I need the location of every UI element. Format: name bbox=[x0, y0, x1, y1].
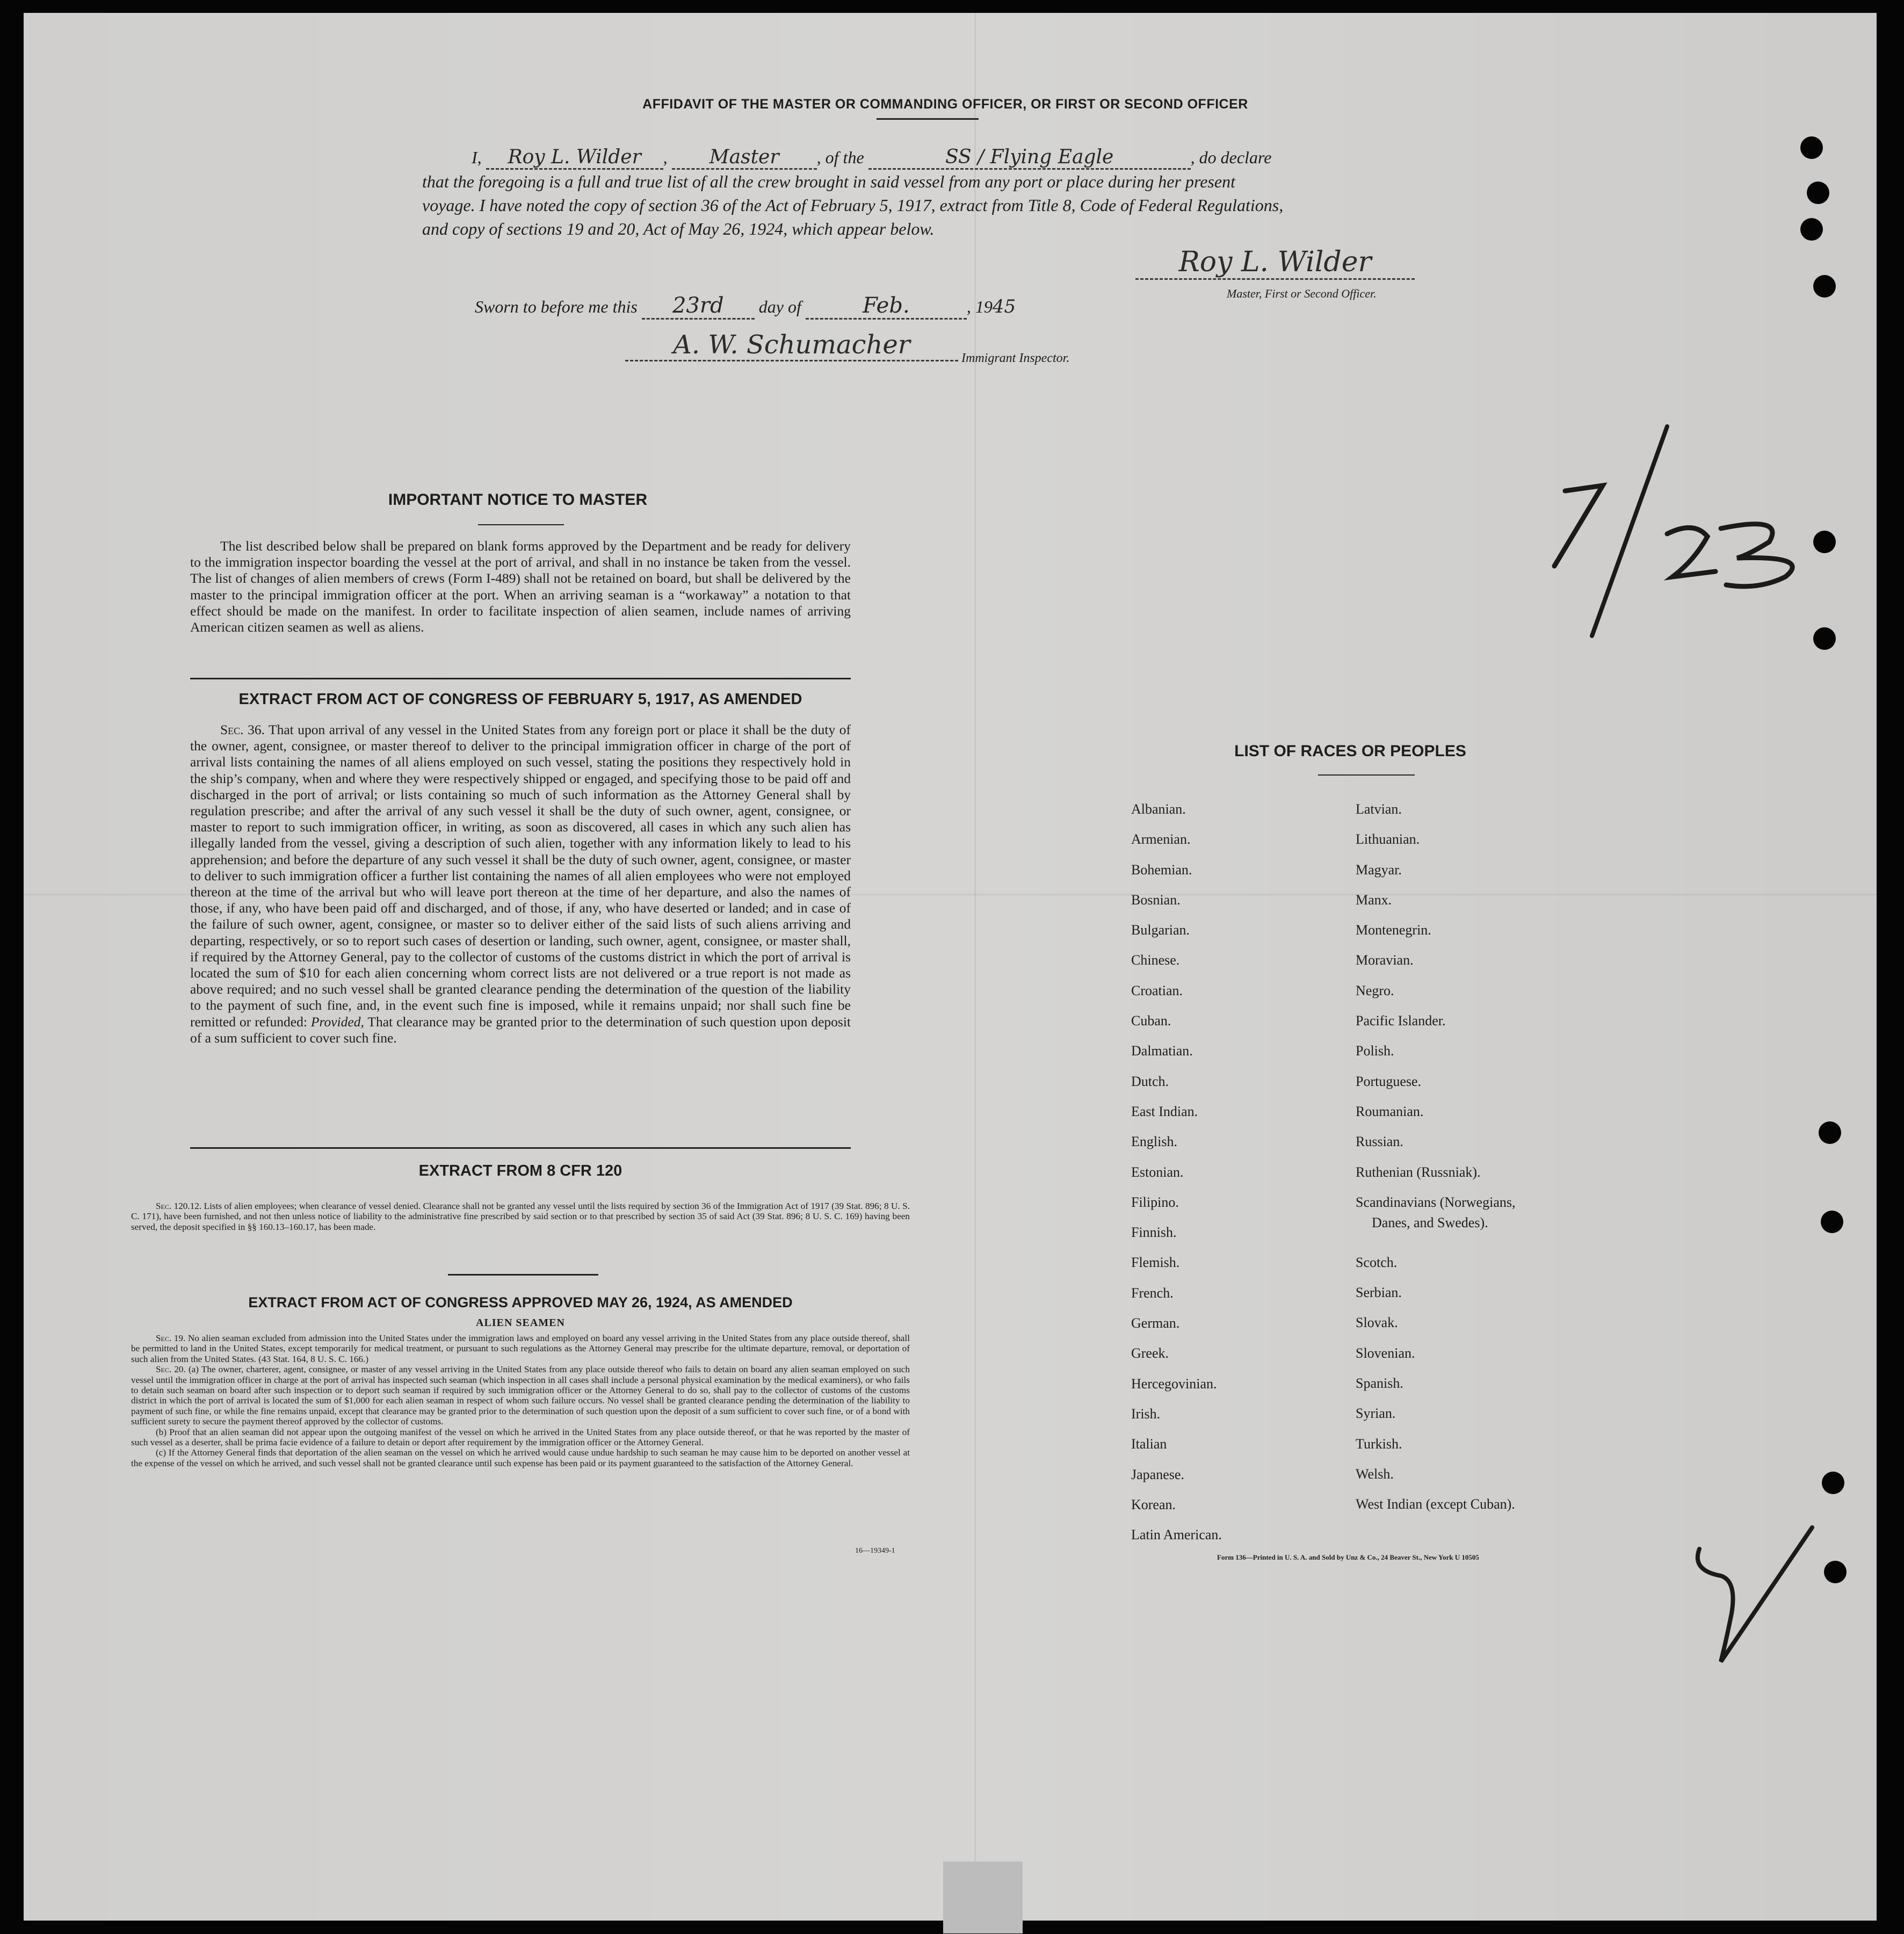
affidavit-line-1: I, Roy L. Wilder , Master , of the SS / Flying Eagle , do declare bbox=[472, 146, 1271, 170]
punch-hole bbox=[1813, 531, 1836, 553]
punch-hole bbox=[1800, 218, 1823, 241]
race-item: Slovak. bbox=[1356, 1315, 1398, 1331]
rank-field: Master bbox=[672, 146, 817, 170]
punch-hole bbox=[1807, 182, 1829, 204]
race-item: Welsh. bbox=[1356, 1466, 1394, 1482]
master-name-field: Roy L. Wilder bbox=[486, 146, 663, 170]
race-item: Ruthenian (Russniak). bbox=[1356, 1164, 1481, 1180]
master-signature: Roy L. Wilder bbox=[1135, 246, 1415, 280]
section-rule-cfr bbox=[190, 1147, 851, 1149]
extract-1917-title: EXTRACT FROM ACT OF CONGRESS OF FEBRUARY 5, 1917, AS AMENDED bbox=[238, 691, 802, 708]
affidavit-line-4: and copy of sections 19 and 20, Act of May 26, 1924, which appear below. bbox=[422, 219, 935, 238]
punch-hole bbox=[1822, 1472, 1844, 1494]
race-item: Russian. bbox=[1356, 1134, 1403, 1150]
extract-1924-body: Sec. 19. No alien seaman excluded from admission into the United States under the immigration laws and employed on board any vessel arriving in the United States from any place outside thereof, shall be permitted to land in the United States, except temporarily for medical treatment, or pursuant to such regulations as the Attorney General may prescribe for the ultimate departure, removal, or deportation of such alien from the United States. (43 Stat. 164, 8 U. S. C. 166.) Sec. 20. (a) The owner, charterer, agent, consignee, or master of any vessel arriving in the United States from any place outside thereof who fails to detain on board any alien seaman employed on such vessel until the immigration officer in charge at the port of arrival has inspected such seaman (which inspection in all cases shall include a personal physical examination by the medical examiners), or who fails to detain such seaman on board after such inspection or to deport such seaman if required by such immigration officer or the Attorney General to do so, shall pay to the collector of customs of the customs district in which the port of arrival is located the sum of $1,000 for each alien seaman in respect of whom such failure occurs. No vessel shall be granted clearance pending the determination of the liability to payment of such fine, or while the fine remains unpaid, except that clearance may be granted prior to the determination of such question upon the deposit of a sum sufficient to cover such fine, or of a bond with sufficient surety to secure the payment thereof approved by the collector of customs. (b) Proof that an alien seaman did not appear upon the outgoing manifest of the vessel on which he arrived in the United States from any place outside thereof, or that he was reported by the master of such vessel as a deserter, shall be prima facie evidence of a failure to detain or deport after requirement by the immigration officer or the Attorney General. (c) If the Attorney General finds that deportation of the alien seaman on the vessel on which he arrived would cause undue hardship to such seaman he may cause him to be deported on another vessel at the expense of the vessel on which he arrived, and such vessel shall not be granted clearance until such expense has been paid or its payment guaranteed to the satisfaction of the Attorney General. bbox=[131, 1333, 910, 1468]
race-item: Moravian. bbox=[1356, 952, 1414, 968]
race-item: Polish. bbox=[1356, 1043, 1394, 1059]
form-printer-note: Form 136—Printed in U. S. A. and Sold by Unz & Co., 24 Beaver St., New York U 10505 bbox=[1217, 1553, 1479, 1561]
inspector-caption: Immigrant Inspector. bbox=[961, 351, 1070, 365]
races-rule bbox=[1318, 774, 1415, 776]
sworn-line: Sworn to before me this 23rd day of Feb. , 1945 bbox=[475, 293, 1016, 320]
race-item: Slovenian. bbox=[1356, 1345, 1415, 1361]
race-item: Bohemian. bbox=[1131, 861, 1192, 878]
race-item: Dutch. bbox=[1131, 1073, 1169, 1089]
race-item: Croatian. bbox=[1131, 982, 1183, 998]
race-item: Bosnian. bbox=[1131, 892, 1181, 908]
race-item: Estonian. bbox=[1131, 1164, 1184, 1180]
form-code: 16—19349-1 bbox=[855, 1547, 895, 1555]
race-item: German. bbox=[1131, 1315, 1180, 1331]
race-item: Armenian. bbox=[1131, 831, 1191, 848]
race-item: Flemish. bbox=[1131, 1255, 1180, 1271]
race-item: Montenegrin. bbox=[1356, 922, 1431, 938]
race-item: Bulgarian. bbox=[1131, 922, 1190, 938]
fraction-annotation bbox=[1533, 421, 1834, 647]
section-rule-1924 bbox=[448, 1274, 598, 1276]
race-item: Turkish. bbox=[1356, 1436, 1402, 1452]
race-item: Portuguese. bbox=[1356, 1073, 1422, 1089]
punch-hole bbox=[1821, 1211, 1843, 1233]
cfr-body: Sec. 120.12. Lists of alien employees; when clearance of vessel denied. Clearance shall not be granted any vessel until the lists required by section 36 of the Immigration Act of 1917 (39 Stat. 896; 8 U. S. C. 171), have been furnished, and not then unless notice of liability to the administrative fine prescribed by said section or to that prescribed by section 35 of said Act (39 Stat. 896; 8 U. S. C. 169) having been served, the deposit specified in §§ 160.13–160.17, has been made. bbox=[131, 1201, 910, 1232]
punch-hole bbox=[1813, 627, 1836, 650]
races-right-column bbox=[1356, 801, 1515, 1527]
race-item: Syrian. bbox=[1356, 1406, 1396, 1422]
race-item: Latin American. bbox=[1131, 1527, 1222, 1543]
races-title: LIST OF RACES OR PEOPLES bbox=[1234, 742, 1466, 760]
punch-hole bbox=[1819, 1121, 1841, 1144]
notice-title: IMPORTANT NOTICE TO MASTER bbox=[388, 491, 648, 509]
race-item: Pacific Islander. bbox=[1356, 1013, 1446, 1029]
race-item: English. bbox=[1131, 1134, 1177, 1150]
race-item: Danes, and Swedes). bbox=[1372, 1214, 1488, 1230]
inspector-signature: A. W. Schumacher bbox=[625, 330, 958, 361]
race-item: Albanian. bbox=[1131, 801, 1186, 817]
race-item: Finnish. bbox=[1131, 1225, 1177, 1241]
race-item: Roumanian. bbox=[1356, 1103, 1424, 1119]
race-item: East Indian. bbox=[1131, 1103, 1198, 1119]
races-left-column bbox=[1131, 801, 1222, 1557]
vessel-name-field: SS / Flying Eagle bbox=[868, 146, 1191, 170]
title-rule bbox=[877, 118, 979, 120]
race-item: Scotch. bbox=[1356, 1254, 1398, 1270]
document-page bbox=[24, 13, 1877, 1921]
notice-rule bbox=[478, 524, 564, 525]
race-item: Japanese. bbox=[1131, 1466, 1184, 1482]
race-item: Negro. bbox=[1356, 982, 1394, 998]
affidavit-line-3: voyage. I have noted the copy of section 36 of the Act of February 5, 1917, extract from Title 8, Code of Federal Regulations, bbox=[422, 195, 1284, 215]
race-item: Cuban. bbox=[1131, 1013, 1171, 1029]
binding-tab bbox=[943, 1861, 1023, 1933]
section-rule-1917 bbox=[190, 678, 851, 679]
race-item: Italian bbox=[1131, 1436, 1167, 1452]
race-item: Irish. bbox=[1131, 1406, 1161, 1422]
check-mark-annotation bbox=[1689, 1506, 1850, 1678]
race-item: Filipino. bbox=[1131, 1194, 1179, 1210]
race-item: West Indian (except Cuban). bbox=[1356, 1496, 1515, 1512]
punch-hole bbox=[1800, 136, 1823, 159]
affidavit-line-2: that the foregoing is a full and true list of all the crew brought in said vessel from any port or place during her present bbox=[422, 172, 1235, 191]
race-item: French. bbox=[1131, 1285, 1174, 1301]
punch-hole bbox=[1813, 275, 1836, 298]
sworn-month-field: Feb. bbox=[806, 293, 967, 320]
extract-1924-title: EXTRACT FROM ACT OF CONGRESS APPROVED MAY 26, 1924, AS AMENDED bbox=[248, 1294, 793, 1310]
race-item: Latvian. bbox=[1356, 801, 1402, 817]
race-item: Chinese. bbox=[1131, 952, 1180, 968]
race-item: Korean. bbox=[1131, 1496, 1176, 1512]
master-caption: Master, First or Second Officer. bbox=[1227, 287, 1377, 300]
race-item: Scandinavians (Norwegians, bbox=[1356, 1194, 1516, 1210]
race-item: Spanish. bbox=[1356, 1375, 1403, 1392]
notice-body: The list described below shall be prepared on blank forms approved by the Department and be ready for delivery to the immigration inspector boarding the vessel at the port of arrival, and shall in no instance be taken from the vessel. The list of changes of alien members of crews (Form I-489) shall not be retained on board, but shall be delivered by the master to the principal immigration officer at the port. When an arriving seaman is a “workaway” a notation to that effect should be made on the manifest. In order to facilitate inspection of alien seamen, include names of arriving American citizen seamen as well as aliens. bbox=[190, 538, 851, 635]
race-item: Greek. bbox=[1131, 1345, 1169, 1361]
sworn-day-field: 23rd bbox=[642, 293, 755, 320]
race-item: Dalmatian. bbox=[1131, 1043, 1193, 1059]
sworn-year-field: 45 bbox=[992, 296, 1016, 317]
extract-1917-body: Sec. 36. That upon arrival of any vessel in the United States from any foreign port or place it shall be the duty of the owner, agent, consignee, or master thereof to deliver to the principal immigration officer in charge of the port of arrival lists containing the names of all aliens employed on such vessel, stating the positions they respectively hold in the ship’s company, when and where they were respectively shipped or engaged, and specifying those to be paid off and discharged in the port of arrival; or lists containing so much of such information as the Attorney General shall by regulation prescribe; and after the arrival of any such vessel it shall be the duty of such owner, agent, consignee, or master to report to such immigration officer, in writing, as soon as discovered, all cases in which any such alien has illegally landed from the vessel, giving a description of such alien, together with any information likely to lead to his apprehension; and before the departure of any such vessel it shall be the duty of such owner, agent, consignee, or master to deliver to such immigration officer a further list containing the names of all alien employees who were not employed thereon at the time of the arrival but who will leave port thereon at the time of her departure, and also the names of those, if any, who have been paid off and discharged, and of those, if any, who have deserted or landed; and in case of the failure of such owner, agent, consignee, or master so to deliver either of the said lists of such aliens arriving and departing, respectively, or so to report such cases of desertion or landing, such owner, agent, consignee, or master shall, if required by the Attorney General, pay to the collector of customs of the customs district in which the port of arrival is located the sum of $10 for each alien concerning whom correct lists are not delivered or a true report is not made as above required; and no such vessel shall be granted clearance pending the determination of the question of the liability to the payment of such fine, and, in the event such fine is imposed, while it remains unpaid; nor shall such fine be remitted or refunded: Provided, That clearance may be granted prior to the determination of such question upon deposit of a sum sufficient to cover such fine. bbox=[190, 722, 851, 1046]
extract-1924-subtitle: ALIEN SEAMEN bbox=[476, 1317, 565, 1329]
race-item: Hercegovinian. bbox=[1131, 1375, 1217, 1392]
punch-hole bbox=[1824, 1561, 1847, 1583]
race-item: Manx. bbox=[1356, 892, 1392, 908]
race-item: Lithuanian. bbox=[1356, 831, 1420, 848]
cfr-title: EXTRACT FROM 8 CFR 120 bbox=[418, 1162, 622, 1179]
race-item: Magyar. bbox=[1356, 861, 1402, 878]
race-item: Serbian. bbox=[1356, 1285, 1402, 1301]
affidavit-title: AFFIDAVIT OF THE MASTER OR COMMANDING OFFICER, OR FIRST OR SECOND OFFICER bbox=[642, 97, 1248, 112]
